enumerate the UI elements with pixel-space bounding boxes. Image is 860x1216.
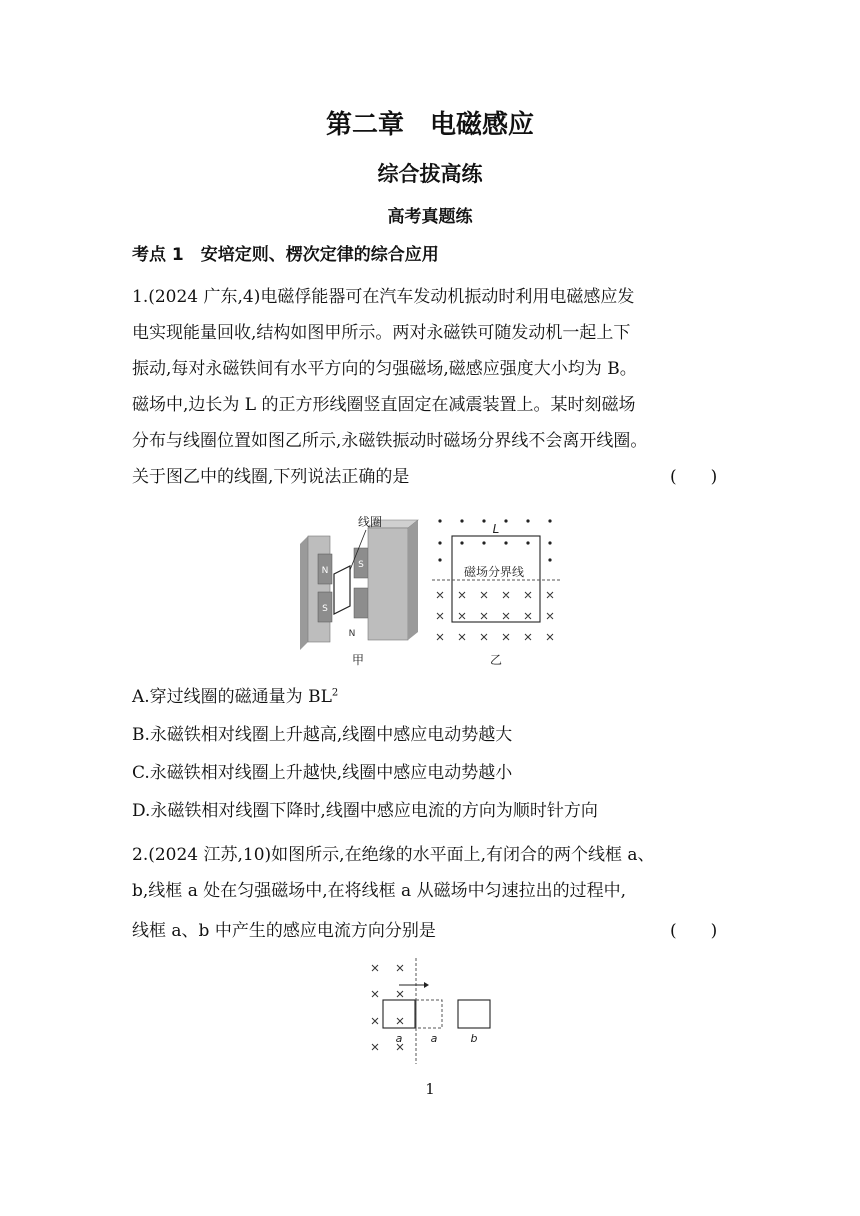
cross-field	[437, 592, 553, 640]
q1-line-6: 关于图乙中的线圈,下列说法正确的是	[132, 467, 410, 487]
q2-frame-b	[458, 1000, 490, 1028]
left-block-front	[308, 536, 330, 642]
side-length-label: L	[492, 522, 500, 536]
q1-option-a-sup: 2	[331, 687, 339, 699]
q1-option-d: D.永磁铁相对线圈下降时,线圈中感应电流的方向为顺时针方向	[132, 801, 598, 821]
right-block-side	[408, 520, 418, 640]
page-number: 1	[425, 1080, 435, 1098]
q1-option-a-text: A.穿过线圈的磁通量为 BL	[132, 687, 332, 707]
boundary-label: 磁场分界线	[463, 565, 525, 579]
q1-line-1: 1.(2024 广东,4)电磁俘能器可在汽车发动机振动时利用电磁感应发	[132, 287, 635, 307]
q2-frame-a-moved	[416, 1000, 442, 1028]
q1-figure-b	[430, 512, 570, 672]
q1-option-b: B.永磁铁相对线圈上升越高,线圈中感应电动势越大	[132, 725, 513, 745]
q1-line-3: 振动,每对永磁铁间有水平方向的匀强磁场,磁感应强度大小均为 B。	[132, 359, 637, 379]
square-coil	[452, 536, 540, 622]
q2-line-1: 2.(2024 江苏,10)如图所示,在绝缘的水平面上,有闭合的两个线框 a、	[132, 845, 655, 865]
q2-line-3: 线框 a、b 中产生的感应电流方向分别是	[132, 921, 436, 941]
q2-label-a: a	[395, 1032, 403, 1045]
coil-label: 线圈	[358, 515, 383, 529]
right-block-front	[368, 528, 408, 640]
right-magnet-lower	[354, 588, 368, 618]
q2-label-a-moved: a	[430, 1032, 438, 1045]
pole-n-lower: N	[348, 629, 356, 639]
q2-label-b: b	[470, 1032, 478, 1045]
q2-arrow-head	[424, 982, 429, 988]
section-title: 综合拔高练	[377, 162, 483, 186]
left-block-side	[300, 536, 308, 650]
fig-b-caption: 乙	[489, 653, 503, 667]
q2-frame-a	[383, 1000, 415, 1028]
q1-figure-a	[296, 512, 420, 672]
subsection-title: 高考真题练	[387, 207, 473, 227]
pole-s-lower: S	[322, 604, 328, 614]
q1-answer-paren: ( )	[670, 467, 718, 487]
chapter-title: 第二章 电磁感应	[325, 110, 534, 140]
fig-a-caption: 甲	[351, 653, 365, 667]
q1-line-2: 电实现能量回收,结构如图甲所示。两对永磁铁可随发动机一起上下	[132, 323, 631, 343]
q1-option-a	[132, 682, 338, 707]
q1-option-c: C.永磁铁相对线圈上升越快,线圈中感应电动势越小	[132, 763, 513, 783]
q2-line-2: b,线框 a 处在匀强磁场中,在将线框 a 从磁场中匀速拉出的过程中,	[132, 881, 626, 901]
q1-line-4: 磁场中,边长为 L 的正方形线圈竖直固定在减震装置上。某时刻磁场	[132, 395, 636, 415]
q2-figure	[366, 958, 500, 1064]
pole-n-upper: N	[321, 566, 329, 576]
q2-answer-paren: ( )	[670, 921, 718, 941]
coil	[334, 566, 350, 614]
q1-line-5: 分布与线圈位置如图乙所示,永磁铁振动时磁场分界线不会离开线圈。	[132, 431, 648, 451]
pole-s-upper: S	[358, 560, 364, 570]
topic-heading: 考点 1 安培定则、楞次定律的综合应用	[132, 245, 439, 265]
